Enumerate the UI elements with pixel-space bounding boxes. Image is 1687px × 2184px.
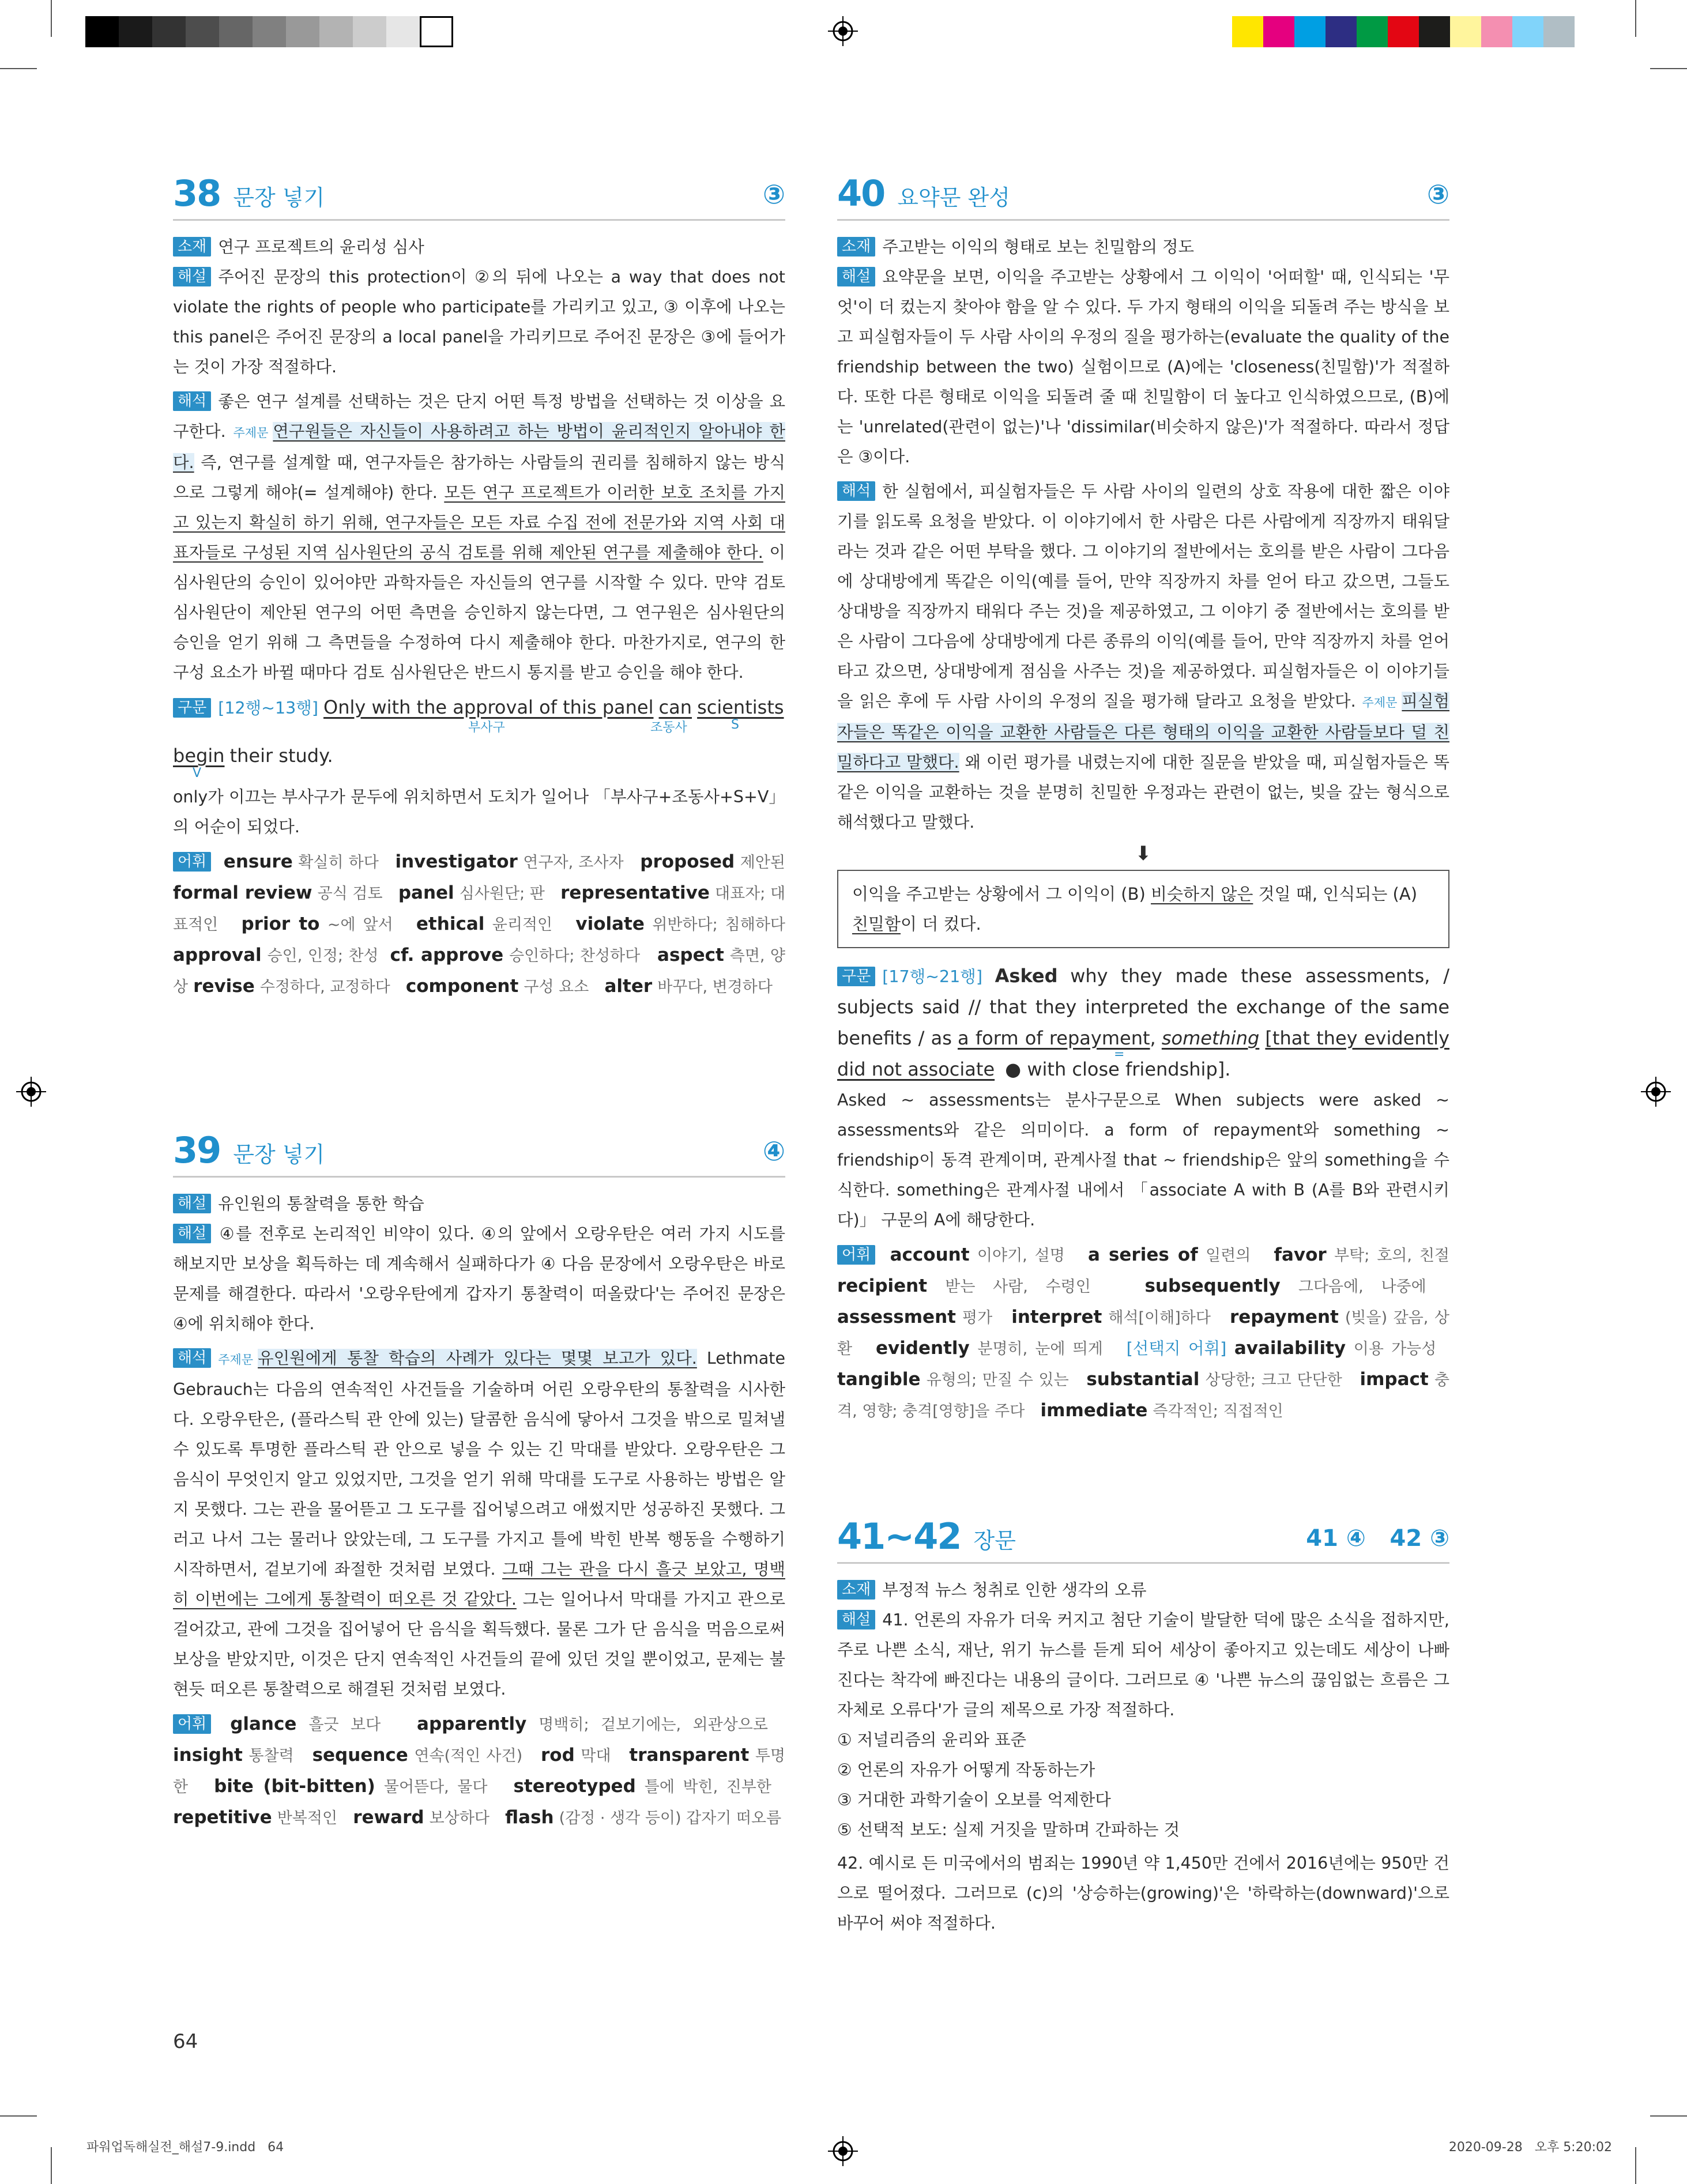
grammar-phrase: ● with close friendship].: [1005, 1058, 1231, 1080]
crop-mark: [1650, 2115, 1687, 2117]
vocab-meaning: 일련의: [1206, 1247, 1251, 1265]
sojae-line: [837, 232, 1449, 262]
vocab-word: aspect: [657, 945, 724, 965]
vocab-meaning: 통찰력: [248, 1747, 294, 1765]
crop-mark: [51, 2147, 52, 2184]
down-arrow-icon: ⬇: [1135, 842, 1152, 865]
gray-swatch: [85, 16, 119, 47]
color-swatch: [1450, 16, 1481, 47]
vocab-meaning: 충격, 영향; 충격[영향]을 주다: [837, 1371, 1450, 1420]
print-timestamp: 2020-09-28 오후 5:20:02: [1448, 2140, 1612, 2155]
grammar-phrase: [that they evidently did not associate: [837, 1027, 1450, 1080]
haeseok-text: Lethmate Gebrauch는 다음의 연속적인 사건들을 기술하며 어린 오랑우탄의 통찰력을 시사한다. 오랑우탄은, (플라스틱 관 안에 있는) 달콤한 음식에 닿아서 그것을 밖으로 밀쳐낼 수 있도록 투명한 플라스틱 관 안으로 넣을 수 있는 긴 막대를 받았다. 오랑우탄은 그 음식이 무엇인지 알고 있었지만, 그것을 얻기 위해 막대를 도구로 사용하는 방법은 알지 못했다. 그는 관을 물어뜯고 그 도구를 집어넣으려고 애썼지만 성공하진 못했다. 그러고 나서 그는 물러나 앉았는데, 그 도구를 가지고 틀에 박힌 반복 행동을 수행하기 시작하면서, 겉보기에 좌절한 것처럼 보였다.: [173, 1349, 785, 1579]
grammar-sublabel: V: [193, 766, 202, 780]
tag-label: 해설: [173, 267, 211, 286]
vocab-meaning: 대표자; 대표적인: [173, 885, 786, 934]
line-reference: [12행~13행]: [218, 699, 318, 718]
section-title: 장문: [973, 1527, 1016, 1553]
gray-swatch: [253, 16, 286, 47]
vocab-word: formal review: [173, 882, 312, 903]
gray-swatch: [353, 16, 386, 47]
apposition-marker: =: [1114, 1047, 1125, 1062]
color-swatch: [1419, 16, 1450, 47]
haeseol-paragraph: 42. 예시로 든 미국에서의 범죄는 1990년 약 1,450만 건에서 2016년에는 950만 건으로 떨어졌다. 그러므로 (c)의 '상승하는(growing)'은 '하락하는(downward)'으로 바꾸어 써야 적절하다.: [837, 1854, 1449, 1933]
vocab-word: rod: [540, 1745, 575, 1766]
vocab-meaning: 흘긋 보다: [308, 1716, 381, 1734]
section-number: 40: [837, 172, 885, 214]
color-swatch: [1326, 16, 1357, 47]
grammar-phrase: a form of repayment: [958, 1027, 1150, 1049]
page-number: 64: [173, 2030, 198, 2053]
crop-mark: [1635, 0, 1636, 37]
haeseok-text: 왜 이런 평가를 내렸는지에 대한 질문을 받았을 때, 피실험자들은 똑같은 이익을 교환하는 것을 분명히 친밀한 우정과는 관련이 없는, 빚을 갚는 형식으로 해석했다고 말했다.: [837, 753, 1449, 832]
tag-label: 해설: [837, 267, 875, 286]
tag-label: 소재: [837, 1580, 875, 1600]
vocab-meaning: (빚을) 갚음, 상환: [837, 1309, 1449, 1358]
color-swatch: [1512, 16, 1543, 47]
crop-mark: [1635, 2147, 1636, 2184]
vocab-word: a series of: [1087, 1244, 1198, 1265]
vocab-word: tangible: [837, 1369, 921, 1390]
vocab-word: flash: [505, 1807, 554, 1828]
grammar-phrase: why they made these assessments, / subjects said // that they interpreted the exchange of the same benefits / as: [837, 965, 1450, 1049]
vocab-meaning: 받는 사람, 수령인: [945, 1278, 1091, 1296]
vocab-meaning: 연속(적인 사건): [414, 1747, 523, 1765]
tag-label: 해석: [837, 481, 875, 501]
vocab-word: evidently: [875, 1338, 970, 1359]
haeseol-text: 요약문을 보면, 이익을 주고받는 상황에서 그 이익이 '어떠할' 때, 인식되는 '무엇'이 더 컸는지 찾아야 함을 알 수 있다. 두 가지 형태의 이익을 되돌려 주는 방식을 보고 피실험자들이 두 사람 사이의 우정의 질을 평가하는(evaluate the quality of the friendship between the two) 실험이므로 (A)에는 'closeness(친밀함)'가 적절하다. 또한 다른 형태로 이익을 되돌려 줄 때 친밀함이 더 높다고 인식하였으므로, (B)에는 'unrelated(관련이 없는)'나 'dissimilar(비슷하지 않은)'가 적절하다. 따라서 정답은 ③이다.: [837, 267, 1449, 466]
tag-label: 어휘: [837, 1245, 875, 1265]
tag-label: 해설: [837, 1610, 875, 1629]
gumun-block: [837, 961, 1449, 1085]
haeseok-text: 이 심사원단의 승인이 있어야만 과학자들은 자신들의 연구를 시작할 수 있다. 만약 검토 심사원단이 제안된 연구의 어떤 측면을 승인하지 않는다면, 그 연구원은 심사원단의 승인을 얻기 위해 그 측면들을 수정하여 다시 제출해야 한다. 마찬가지로, 연구의 한 구성 요소가 바뀔 때마다 검토 심사원단은 반드시 통지를 받고 승인을 해야 한다.: [173, 543, 785, 682]
grammar-phrase: Asked: [995, 965, 1058, 987]
sojae-line: [837, 1575, 1449, 1605]
color-swatch: [1232, 16, 1263, 47]
vocab-word: approval: [173, 945, 262, 965]
vocab-meaning: 이야기, 설명: [977, 1247, 1065, 1265]
vocab-word: violate: [575, 914, 645, 934]
gray-swatch: [420, 16, 453, 47]
vocab-meaning: 물어뜯다, 물다: [383, 1778, 488, 1796]
vocab-word: glance: [230, 1714, 297, 1734]
section-header: [173, 1124, 785, 1178]
color-swatch: [1481, 16, 1512, 47]
file-name: 파워업독해실전_해설7-9.indd 64: [86, 2140, 284, 2155]
tag-label: 어휘: [173, 852, 211, 872]
vocab-paragraph: [837, 1240, 1449, 1427]
vocab-meaning: 막대: [581, 1747, 611, 1765]
vocab-word: representative: [560, 882, 710, 903]
vocab-meaning: 유형의; 만질 수 있는: [926, 1371, 1069, 1389]
summary-answer: 비슷하지 않은: [1151, 884, 1253, 904]
section-title: 요약문 완성: [897, 184, 1010, 210]
haeseok-text: 즉, 연구를 설계할 때, 연구자들은 참가하는 사람들의 권리를 침해하지 않는 방식으로 그렇게 해야(= 설계해야) 한다.: [173, 453, 785, 502]
color-swatch: [1294, 16, 1326, 47]
vocab-word: immediate: [1040, 1400, 1148, 1421]
grammar-phrase: ,: [1150, 1027, 1156, 1049]
vocab-word: investigator: [395, 851, 518, 872]
gumun-note: only가 이끄는 부사구가 문두에 위치하면서 도치가 일어나 「부사구+조동사+S+V」의 어순이 되었다.: [173, 787, 785, 836]
topic-sentence: 연구원들은 자신들이 사용하려고 하는 방법이 윤리적인지 알아내야 한다.: [173, 422, 785, 472]
grammar-phrase: can: [658, 696, 692, 718]
grammar-sublabel: 조동사: [650, 721, 687, 735]
crop-mark: [51, 0, 52, 37]
grammar-phrase: begin: [173, 745, 225, 767]
tag-label: 해설: [173, 1194, 211, 1213]
summary-answer: 친밀함: [852, 914, 901, 934]
section-38: [173, 167, 785, 1002]
section-39: [173, 1124, 785, 1834]
section-number: 39: [173, 1129, 221, 1171]
vocab-word: alter: [604, 976, 653, 997]
haeseol-paragraph: [173, 1219, 785, 1339]
vocab-meaning: 부탁; 호의, 친절: [1334, 1247, 1450, 1265]
answer-badge: ④: [763, 1136, 785, 1167]
vocab-meaning: 투명한: [173, 1747, 786, 1796]
vocab-meaning: 제안된: [740, 854, 785, 872]
tag-label: 해석: [173, 1348, 211, 1368]
haeseok-paragraph: [837, 477, 1449, 838]
tag-label: 해설: [173, 1224, 211, 1243]
vocab-meaning: 윤리적인: [492, 916, 553, 934]
vocab-word: apparently: [417, 1714, 527, 1734]
vocab-word: availability: [1234, 1338, 1346, 1359]
section-number: 41~42: [837, 1515, 961, 1557]
option-item: ① 저널리즘의 윤리와 표준: [837, 1730, 1027, 1749]
vocab-word: cf. approve: [390, 945, 504, 965]
vocab-word: revise: [193, 976, 255, 997]
answer-badge: ③: [1427, 179, 1449, 210]
vocab-meaning: 그다음에, 나중에: [1298, 1278, 1426, 1296]
registration-mark-icon: [828, 2136, 858, 2166]
color-swatch: [1543, 16, 1575, 47]
vocab-word: panel: [398, 882, 454, 903]
haeseol-text: 주어진 문장의 this protection이 ②의 뒤에 나오는 a way that does not violate the rights of people who participate를 가리키고 있고, ③ 이후에 나오는 this panel은 주어진 문장의 a local panel을 가리키므로 주어진 문장은 ③에 들어가는 것이 가장 적절하다.: [173, 267, 785, 376]
gray-swatch: [186, 16, 219, 47]
tag-label: 구문: [837, 967, 875, 986]
vocab-meaning: 해석[이해]하다: [1108, 1309, 1211, 1327]
haeseol-paragraph: [173, 262, 785, 382]
registration-mark-icon: [16, 1077, 46, 1107]
vocab-word: substantial: [1086, 1369, 1200, 1390]
section-number: 38: [173, 172, 221, 214]
vocab-meaning: 확실히 하다: [298, 854, 379, 872]
vocab-meaning: 수정하다, 교정하다: [259, 978, 390, 996]
gray-swatch: [286, 16, 319, 47]
tag-label: 구문: [173, 698, 211, 718]
topic-sentence-marker: 주제문: [233, 426, 269, 440]
haeseok-text: 한 실험에서, 피실험자들은 두 사람 사이의 일련의 상호 작용에 대한 짧은 이야기를 읽도록 요청을 받았다. 이 이야기에서 한 사람은 다른 사람에게 직장까지 태워달라는 것과 같은 어떤 부탁을 했다. 그 이야기의 절반에서는 호의를 받은 사람이 그다음에 상대방에게 똑같은 이익(예를 들어, 만약 직장까지 차를 얻어 타고 갔으면, 그들도 상대방을 직장까지 태워다 주는 것)을 제공하였고, 그 이야기 중 절반에서는 호의를 받은 사람이 그다음에 상대방에게 다른 종류의 이익(예를 들어, 만약 직장까지 차를 얻어 타고 갔으면, 상대방에게 점심을 사주는 것)을 제공하였다. 피실험자들은 이 이야기들을 읽은 후에 두 사람 사이의 우정의 질을 평가해 달라고 요청을 받았다.: [837, 482, 1449, 711]
vocab-word: interpret: [1011, 1307, 1102, 1327]
color-swatch: [1263, 16, 1294, 47]
haeseok-paragraph: [173, 387, 785, 688]
line-reference: [17행~21행]: [882, 967, 982, 986]
color-swatch: [1388, 16, 1419, 47]
grammar-phrase: something: [1161, 1027, 1260, 1049]
vocab-meaning: 반복적인: [277, 1809, 338, 1827]
sojae-text: 주고받는 이익의 형태로 보는 친밀함의 정도: [882, 237, 1195, 257]
registration-mark-icon: [828, 16, 858, 46]
vocab-meaning: 명백히; 겉보기에는, 외관상으로: [539, 1716, 768, 1734]
vocab-word: transparent: [629, 1745, 750, 1766]
answer-badge: 41 ④ 42 ③: [1306, 1525, 1449, 1552]
vocab-word: bite (bit-bitten): [214, 1776, 375, 1797]
haeseok-paragraph: [173, 1344, 785, 1704]
haeseok-text: 그는 일어나서 막대를 가지고 관으로 걸어갔고, 관에 그것을 집어넣어 단 음식을 획득했다. 물론 그가 단 음식을 먹음으로써 보상을 받았지만, 이것은 단지 연속적인 사건들의 끝에 있던 것일 뿐이었고, 문제는 불현듯 떠오른 통찰력으로 해결된 것처럼 보였다.: [173, 1590, 785, 1699]
vocab-meaning: 승인하다; 찬성하다: [509, 947, 641, 965]
option-item: ③ 거대한 과학기술이 오보를 억제한다: [837, 1790, 1111, 1809]
section-41-42: [837, 1510, 1449, 1938]
vocab-meaning: 보상하다: [429, 1809, 489, 1827]
vocab-meaning: 위반하다; 침해하다: [652, 916, 785, 934]
vocab-word: ethical: [416, 914, 485, 934]
tag-label: 어휘: [173, 1714, 211, 1734]
vocab-meaning: 즉각적인; 직접적인: [1153, 1402, 1283, 1420]
vocab-paragraph: [173, 1709, 785, 1834]
vocab-word: assessment: [837, 1307, 956, 1327]
sojae-text: 유인원의 통찰력을 통한 학습: [218, 1194, 424, 1213]
crop-mark: [0, 2115, 37, 2117]
vocab-word: repayment: [1229, 1307, 1339, 1327]
vocab-word: subsequently: [1144, 1276, 1281, 1296]
vocab-word: insight: [173, 1745, 243, 1766]
topic-sentence-marker: 주제문: [218, 1353, 254, 1367]
haeseok-text: 좋은 연구 설계를 선택하는 것은 단지 어떤 특정 방법을 선택하는 것 이상을 요구한다.: [173, 392, 785, 441]
vocab-word: prior to: [241, 914, 320, 934]
vocab-word: reward: [353, 1807, 424, 1828]
vocab-meaning: (감정 · 생각 등이) 갑자기 떠오름: [559, 1809, 782, 1827]
vocab-word: sequence: [312, 1745, 408, 1766]
vocab-word: favor: [1274, 1244, 1327, 1265]
topic-sentence: 피실험자들은 똑같은 이익을 교환한 사람들은 다른 형태의 이익을 교환한 사람들보다 덜 친밀하다고 말했다.: [837, 692, 1449, 772]
gray-swatch: [319, 16, 353, 47]
summary-text: 이익을 주고받는 상황에서 그 이익이 (B): [852, 884, 1146, 904]
tag-label: 해석: [173, 391, 211, 411]
grammar-phrase: their study.: [229, 745, 333, 767]
option-item: ② 언론의 자유가 어떻게 작동하는가: [837, 1760, 1095, 1779]
gray-swatch: [386, 16, 420, 47]
section-title: 문장 넣기: [233, 184, 325, 210]
vocab-meaning: 승인, 인정; 찬성: [267, 947, 379, 965]
tag-label: 소재: [173, 237, 211, 257]
section-40: [837, 167, 1449, 1427]
haeseol-text: ④를 전후로 논리적인 비약이 있다. ④의 앞에서 오랑우탄은 여러 가지 시도를 해보지만 보상을 획득하는 데 계속해서 실패하다가 ④ 다음 문장에서 오랑우탄은 바로 문제를 해결한다. 따라서 '오랑우탄에게 갑자기 통찰력이 떠올랐다'는 주어진 문장은 ④에 위치해야 한다.: [173, 1224, 785, 1333]
crop-mark: [0, 68, 37, 69]
vocab-meaning: 바꾸다, 변경하다: [657, 978, 773, 996]
vocab-meaning: 연구자, 조사자: [523, 854, 624, 872]
summary-text: 것일 때, 인식되는 (A): [1258, 884, 1418, 904]
vocab-word: proposed: [640, 851, 735, 872]
section-title: 문장 넣기: [233, 1141, 325, 1167]
vocab-meaning: 이용 가능성: [1353, 1340, 1437, 1358]
section-header: [837, 1510, 1449, 1564]
topic-sentence-marker: 주제문: [1362, 696, 1398, 710]
sojae-text: 부정적 뉴스 청취로 인한 생각의 오류: [882, 1581, 1147, 1600]
vocab-word: component: [405, 976, 519, 997]
vocab-meaning: 틀에 박힌, 진부한: [644, 1778, 771, 1796]
vocab-meaning: 공식 검토: [317, 885, 383, 903]
crop-mark: [1650, 68, 1687, 69]
gray-swatch: [152, 16, 186, 47]
underlined-sentence: 모든 연구 프로젝트가 이러한 보호 조치를 가지고 있는지 확실히 하기 위해, 연구자들은 모든 자료 수집 전에 전문가와 지역 사회 대표자들로 구성된 지역 심사원단의 공식 검토를 위해 제안된 연구를 제출해야 한다.: [173, 483, 785, 562]
tag-label: 소재: [837, 237, 875, 257]
gumun-sentence: [837, 961, 1449, 1085]
vocab-meaning: 측면, 양상: [173, 947, 786, 996]
gray-swatch: [119, 16, 152, 47]
section-header: [173, 167, 785, 221]
grammar-phrase: Only with the approval of this panel: [323, 696, 654, 718]
gray-swatch: [219, 16, 253, 47]
haeseol-paragraph: [837, 1605, 1449, 1725]
grammar-phrase: scientists: [697, 696, 784, 718]
vocab-meaning: 상당한; 크고 단단한: [1205, 1371, 1342, 1389]
underlined-sentence: 그때 그는 관을 다시 흘긋 보았고, 명백히 이번에는 그에게 통찰력이 떠오른 것 같았다.: [173, 1560, 785, 1609]
sojae-line: [173, 232, 785, 262]
vocab-meaning: 분명히, 눈에 띄게: [977, 1340, 1103, 1358]
option-item: ⑤ 선택적 보도: 실제 거짓을 말하며 간파하는 것: [837, 1820, 1180, 1839]
sojae-line: [173, 1189, 785, 1219]
vocab-paragraph: [173, 847, 785, 1002]
vocab-word: ensure: [223, 851, 293, 872]
grammar-sublabel: 부사구: [468, 721, 505, 735]
vocab-word: stereotyped: [513, 1776, 636, 1797]
haeseol-text: 41. 언론의 자유가 더욱 커지고 첨단 기술이 발달한 덕에 많은 소식을 접하지만, 주로 나쁜 소식, 재난, 위기 뉴스를 듣게 되어 세상이 좋아지고 있는데도 세상이 나빠진다는 착각에 빠진다는 내용의 글이다. 그러므로 ④ '나쁜 뉴스의 끊임없는 흐름은 그 자체로 오류다'가 글의 제목으로 가장 적절하다.: [837, 1610, 1449, 1719]
summary-box: [837, 870, 1449, 948]
vocab-meaning: 구성 요소: [524, 978, 589, 996]
vocab-meaning: ~에 앞서: [327, 916, 393, 934]
vocab-word: account: [890, 1244, 970, 1265]
sojae-text: 연구 프로젝트의 윤리성 심사: [218, 237, 424, 257]
vocab-word: impact: [1360, 1369, 1429, 1390]
color-swatch: [1357, 16, 1388, 47]
gumun-note: Asked ~ assessments는 분사구문으로 When subjects were asked ~ assessments와 같은 의미이다. a form of repayment와 something ~ friendship이 동격 관계이며, 관계사절 that ~ friendship은 앞의 something을 수식한다. something은 관계사절 내에서 「associate A with B (A를 B와 관련시키다)」 구문의 A에 해당한다.: [837, 1091, 1449, 1229]
vocab-word: recipient: [837, 1276, 928, 1296]
vocab-word: repetitive: [173, 1807, 272, 1828]
haeseol-paragraph: [837, 262, 1449, 472]
topic-sentence: 유인원에게 통찰 학습의 사례가 있다는 몇몇 보고가 있다.: [258, 1349, 697, 1368]
grammar-sublabel: S: [731, 718, 739, 732]
vocab-meaning: 평가: [962, 1309, 993, 1327]
vocab-section-label: [선택지 어휘]: [1126, 1339, 1227, 1358]
answer-badge: ③: [763, 179, 785, 210]
section-header: [837, 167, 1449, 221]
gumun-block: [173, 692, 785, 780]
vocab-meaning: 심사원단; 판: [459, 885, 545, 903]
registration-mark-icon: [1641, 1077, 1671, 1107]
summary-text: 이 더 컸다.: [901, 914, 981, 934]
